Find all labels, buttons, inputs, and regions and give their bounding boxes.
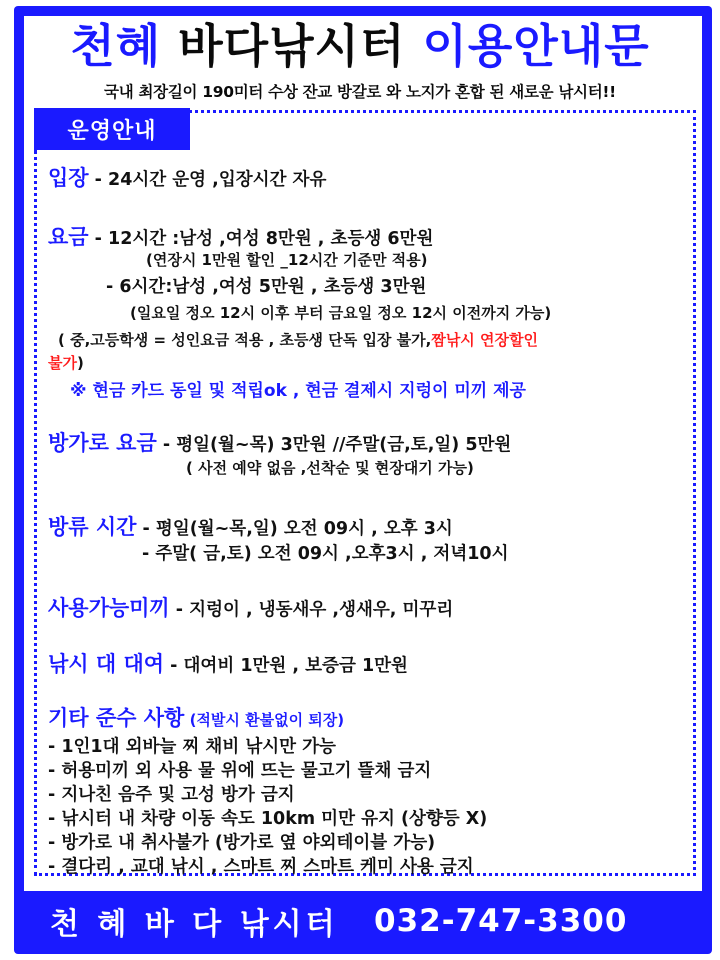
fee-line6-close: ) bbox=[76, 354, 84, 372]
rule-item: - 허용미끼 외 사용 물 위에 뜨는 물고기 뜰채 금지 bbox=[48, 761, 432, 781]
subtitle: 국내 최장길이 190미터 수상 잔교 방갈로 와 노지가 혼합 된 새로운 낚시터!! bbox=[104, 83, 616, 101]
title-brand: 천혜 bbox=[70, 19, 162, 73]
fee-line5 bbox=[58, 329, 538, 350]
entry-row bbox=[48, 162, 326, 192]
fee-label: 요금 bbox=[48, 225, 89, 249]
rule-item: - 1인1대 외바늘 찌 채비 낚시만 가능 bbox=[48, 737, 336, 757]
stocking-row bbox=[48, 511, 453, 541]
fee-row bbox=[48, 221, 433, 251]
title-notice: 이용안내문 bbox=[422, 19, 650, 73]
fee-note: ※ 현금 카드 동일 및 적립ok , 현금 결제시 지렁이 미끼 제공 bbox=[70, 381, 526, 401]
rule-item: - 결다리 , 교대 낚시 , 스마트 찌 스마트 케미 사용 금지 bbox=[48, 857, 474, 877]
bait-label: 사용가능미끼 bbox=[48, 596, 170, 620]
footer-name: 천 혜 바 다 낚시터 bbox=[50, 907, 339, 942]
bungalow-label: 방가로 요금 bbox=[48, 431, 157, 455]
entry-text: - 24시간 운영 ,입장시간 자유 bbox=[88, 170, 327, 190]
rule-item: - 낚시터 내 차량 이동 속도 10km 미만 유지 (상향등 X) bbox=[48, 809, 488, 829]
bungalow-row bbox=[48, 427, 511, 457]
rental-label: 낚시 대 대여 bbox=[48, 652, 165, 676]
section-tab-operation: 운영안내 bbox=[34, 108, 190, 150]
fee-line4: (일요일 정오 12시 이후 부터 금요일 정오 12시 이전까지 가능) bbox=[130, 304, 552, 322]
fee-line1: - 12시간 :남성 ,여성 8만원 , 초등생 6만원 bbox=[88, 229, 434, 249]
rules-label-note: (적발시 환불없이 퇴장) bbox=[184, 711, 345, 729]
rental-row bbox=[48, 648, 408, 678]
bungalow-note: ( 사전 예약 없음 ,선착순 및 현장대기 가능) bbox=[186, 459, 474, 477]
fee-line3: - 6시간:남성 ,여성 5만원 , 초등생 3만원 bbox=[106, 277, 427, 297]
entry-label: 입장 bbox=[48, 166, 89, 190]
info-border-left bbox=[34, 150, 37, 876]
fee-line5-text: ( 중,고등학생 = 성인요금 적용 , 초등생 단독 입장 불가, bbox=[58, 331, 432, 349]
footer-bar bbox=[14, 888, 712, 954]
fee-line6 bbox=[48, 352, 84, 373]
page-title bbox=[0, 20, 720, 72]
fee-line5-highlight: 짬낚시 연장할인 bbox=[431, 331, 538, 349]
stocking-line2: - 주말( 금,토) 오전 09시 ,오후3시 , 저녁10시 bbox=[142, 544, 509, 564]
stocking-label: 방류 시간 bbox=[48, 515, 137, 539]
fee-line6-highlight: 불가 bbox=[48, 354, 77, 372]
bait-row bbox=[48, 592, 453, 622]
rules-header bbox=[48, 702, 344, 732]
rental-text: - 대여비 1만원 , 보증금 1만원 bbox=[164, 656, 408, 676]
stocking-line1: - 평일(월~목,일) 오전 09시 , 오후 3시 bbox=[136, 519, 453, 539]
bungalow-text: - 평일(월~목) 3만원 //주말(금,토,일) 5만원 bbox=[156, 435, 512, 455]
fee-line2: (연장시 1만원 할인 _12시간 기준만 적용) bbox=[146, 251, 428, 269]
footer-phone[interactable]: 032-747-3300 bbox=[374, 903, 628, 939]
rule-item: - 방가로 내 취사불가 (방가로 옆 야외테이블 가능) bbox=[48, 833, 436, 853]
title-venue: 바다낚시터 bbox=[178, 19, 406, 73]
rule-item: - 지나친 음주 및 고성 방가 금지 bbox=[48, 785, 295, 805]
rules-label: 기타 준수 사항 bbox=[48, 706, 185, 730]
bait-text: - 지렁이 , 냉동새우 ,생새우, 미꾸리 bbox=[169, 600, 454, 620]
